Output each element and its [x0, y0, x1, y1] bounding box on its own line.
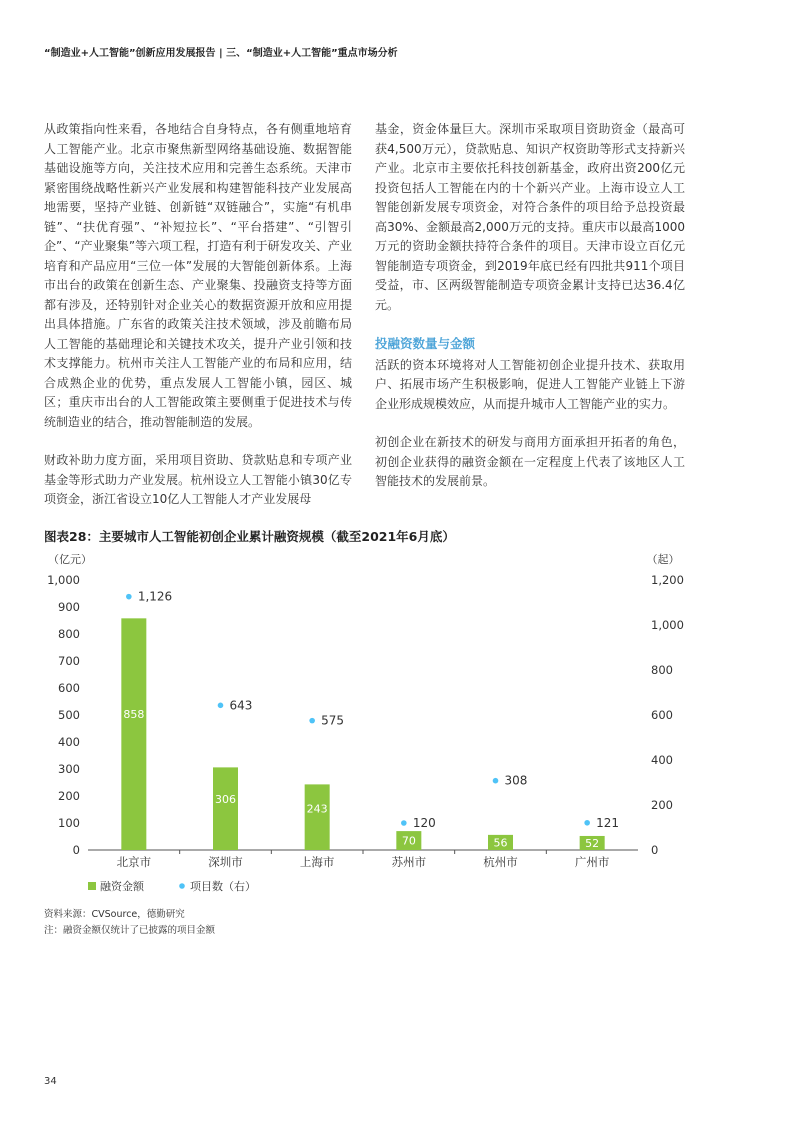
right-axis-tick: 200	[651, 798, 673, 812]
left-axis-tick: 700	[58, 654, 80, 668]
dot-projects	[218, 703, 224, 709]
right-paragraph-funds: 基金，资金体量巨大。深圳市采取项目资助资金（最高可获4,500万元），贷款贴息、知识产权资助等形式支持新兴产业。北京市主要依托科技创新基金，政府出资200亿元投资包括人工智能在内的十个新兴产业。上海市设立人工智能创新发展专项资金，对符合条件的项目给予总投资最高30%、金额最高2,000万元的支持。重庆市以最高1000万元的资助金额扶持符合条件的项目。天津市设立百亿元智能制造专项资金，到2019年底已经有四批共911个项目受益，市、区两级智能制造专项资金累计支持已达36.4亿元。	[375, 122, 685, 312]
legend-projects-label: 项目数（右）	[190, 880, 256, 893]
right-axis-tick: 1,000	[651, 618, 684, 632]
left-axis-tick: 0	[72, 843, 80, 857]
left-axis-unit: （亿元）	[48, 553, 92, 566]
figure-title: 图表28：主要城市人工智能初创企业累计融资规模（截至2021年6月底）	[44, 529, 455, 544]
bar-value-label: 243	[306, 802, 328, 816]
left-axis-tick: 600	[58, 681, 80, 695]
right-axis-tick: 400	[651, 753, 673, 767]
right-paragraph-capital: 活跃的资本环境将对人工智能初创企业提升技术、获取用户、拓展市场产生积极影响，促进人工智能产业链上下游企业形成规模效应，从而提升城市人工智能产业的实力。	[375, 357, 685, 411]
category-label: 深圳市	[208, 855, 243, 869]
category-label: 苏州市	[391, 855, 427, 869]
dot-value-label: 1,126	[137, 589, 173, 604]
dot-value-label: 643	[229, 698, 253, 713]
figure-source: 资料来源：CVSource，德勤研究	[44, 909, 185, 920]
category-label: 广州市	[574, 855, 610, 869]
left-axis-tick: 900	[58, 600, 80, 614]
right-axis-tick: 600	[651, 708, 673, 722]
legend-projects-marker	[179, 883, 185, 889]
bar-value-label: 306	[215, 792, 236, 806]
figure-note: 注：融资金额仅统计了已披露的项目金额	[44, 925, 216, 936]
bar-funding	[305, 784, 330, 850]
dot-projects	[126, 594, 132, 600]
left-axis-tick: 200	[58, 789, 80, 803]
dot-projects	[584, 820, 590, 826]
category-label: 上海市	[299, 855, 335, 869]
bar-value-label: 56	[493, 836, 508, 850]
bar-value-label: 858	[123, 707, 145, 721]
dot-value-label: 575	[321, 713, 345, 728]
right-axis-tick: 800	[651, 663, 673, 677]
left-paragraph-finance: 财政补助力度方面，采用项目资助、贷款贴息和专项产业基金等形式助力产业发展。杭州设立人工智能小镇30亿专项资金，浙江省设立10亿人工智能人才产业发展母	[44, 453, 352, 506]
running-header: “制造业+人工智能”创新应用发展报告 | 三、“制造业+人工智能”重点市场分析	[44, 48, 398, 59]
right-paragraph-startups: 初创企业在新技术的研发与商用方面承担开拓者的角色，初创企业获得的融资金额在一定程度上代表了该地区人工智能技术的发展前景。	[375, 435, 685, 488]
category-label: 北京市	[116, 855, 152, 869]
dot-value-label: 121	[596, 815, 620, 830]
right-axis-tick: 0	[651, 843, 659, 857]
left-axis-tick: 300	[58, 762, 80, 776]
dot-value-label: 120	[412, 816, 436, 830]
left-axis-tick: 500	[58, 708, 80, 722]
page-number: 34	[44, 1076, 57, 1087]
left-paragraph-policy: 从政策指向性来看，各地结合自身特点，各有侧重地培育人工智能产业。北京市聚焦新型网络基础设施、数据智能基础设施等方向，关注技术应用和完善生态系统。天津市紧密围绕战略性新兴产业发展和构建智能科技产业发展高地需要，坚持产业链、创新链“双链融合”，实施“有机串链”、“扶优育强”、“补短拉长”、“平台搭建”、“引智引企”、“产业聚集”等六项工程，打造有利于研发攻关、产业培育和产品应用“三位一体”发展的大智能创新体系。上海市出台的政策在创新生态、产业聚集、投融资支持等方面都有涉及，还特别针对企业关心的数据资源开放和应用提出具体措施。广东省的政策关注技术领域，涉及前瞻布局人工智能的基础理论和关键技术攻关，提升产业引领和技术支撑能力。杭州市关注人工智能产业的布局和应用，结合成熟企业的优势，重点发展人工智能小镇，园区、城区；重庆市出台的人工智能政策主要侧重于促进技术与传统制造业的结合，推动智能制造的发展。	[44, 122, 352, 429]
category-label: 杭州市	[483, 855, 518, 869]
right-axis-unit: （起）	[646, 553, 680, 566]
legend-funding-swatch	[88, 882, 96, 890]
dot-projects	[309, 718, 315, 724]
left-axis-tick: 800	[58, 627, 80, 641]
dot-projects	[493, 778, 499, 784]
bar-funding	[121, 618, 146, 850]
section-heading: 投融资数量与金额	[375, 336, 476, 351]
legend-funding-label: 融资金额	[100, 880, 144, 893]
left-axis-tick: 100	[58, 816, 80, 830]
dot-value-label: 308	[504, 773, 528, 788]
left-axis-tick: 400	[58, 735, 80, 749]
left-axis-tick: 1,000	[47, 573, 80, 587]
bar-value-label: 70	[401, 834, 416, 848]
bar-funding	[213, 767, 238, 850]
right-axis-tick: 1,200	[651, 573, 684, 587]
bar-value-label: 52	[585, 836, 600, 850]
dot-projects	[401, 820, 407, 826]
